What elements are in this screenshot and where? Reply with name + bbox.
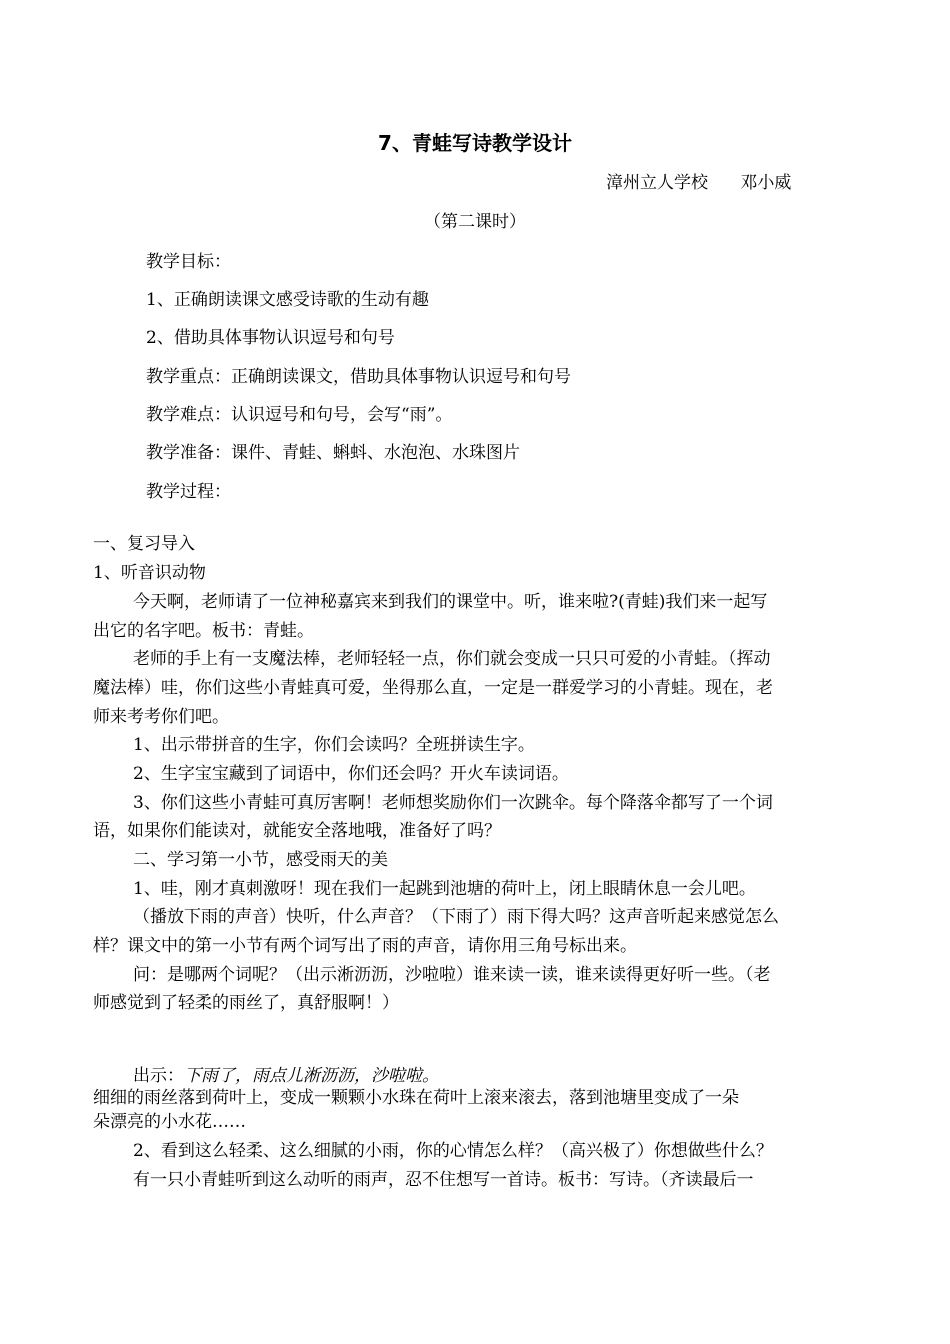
paragraph-line: 朵漂亮的小水花…… xyxy=(93,1112,246,1132)
paragraph-line: （播放下雨的声音）快听，什么声音？（下雨了）雨下得大吗？这声音听起来感觉怎么 xyxy=(133,907,779,927)
list-item: 1、哇，刚才真刺激呀！现在我们一起跳到池塘的荷叶上，闭上眼睛休息一会儿吧。 xyxy=(133,879,756,899)
section-1-heading: 一、复习导入 xyxy=(93,534,195,554)
paragraph-line: 魔法棒）哇，你们这些小青蛙真可爱，坐得那么直，一定是一群爱学习的小青蛙。现在，老 xyxy=(93,678,773,698)
paragraph-line: 今天啊，老师请了一位神秘嘉宾来到我们的课堂中。听，谁来啦?(青蛙)我们来一起写 xyxy=(133,592,768,612)
paragraph-line: 细细的雨丝落到荷叶上，变成一颗颗小水珠在荷叶上滚来滚去，落到池塘里变成了一朵 xyxy=(93,1088,739,1108)
session-label: （第二课时） xyxy=(424,212,526,232)
paragraph-line: 问：是哪两个词呢？（出示淅沥沥，沙啦啦）谁来读一读，谁来读得更好听一些。（老 xyxy=(133,965,771,985)
list-item: 1、出示带拼音的生字，你们会读吗？全班拼读生字。 xyxy=(133,735,535,755)
list-item: 2、看到这么轻柔、这么细腻的小雨，你的心情怎么样？（高兴极了）你想做些什么？ xyxy=(133,1141,773,1161)
author-line: 漳州立人学校 邓小威 xyxy=(606,173,792,193)
list-item: 2、生字宝宝藏到了词语中，你们还会吗？开火车读词语。 xyxy=(133,764,569,784)
goal-2: 2、借助具体事物认识逗号和句号 xyxy=(146,328,395,348)
key-point: 教学重点：正确朗读课文，借助具体事物认识逗号和句号 xyxy=(146,367,571,387)
paragraph-line: 师感觉到了轻柔的雨丝了，真舒服啊！） xyxy=(93,993,399,1013)
difficulty: 教学难点：认识逗号和句号，会写“雨”。 xyxy=(146,405,453,425)
show-text: 下雨了，雨点儿淅沥沥，沙啦啦。 xyxy=(184,1066,439,1086)
paragraph-line: 师来考考你们吧。 xyxy=(93,707,229,727)
paragraph-line: 老师的手上有一支魔法棒，老师轻轻一点，你们就会变成一只只可爱的小青蛙。（挥动 xyxy=(133,649,771,669)
goal-1: 1、正确朗读课文感受诗歌的生动有趣 xyxy=(146,290,429,310)
document-title: 7、青蛙写诗教学设计 xyxy=(378,131,572,155)
paragraph-line: 出它的名字吧。板书：青蛙。 xyxy=(93,621,314,641)
subsection-1-heading: 1、听音识动物 xyxy=(93,563,206,583)
list-item-continuation: 语，如果你们能读对，就能安全落地哦，准备好了吗？ xyxy=(93,821,501,841)
paragraph-line: 样？课文中的第一小节有两个词写出了雨的声音，请你用三角号标出来。 xyxy=(93,936,637,956)
paragraph-line: 有一只小青蛙听到这么动听的雨声，忍不住想写一首诗。板书：写诗。（齐读最后一 xyxy=(133,1170,754,1190)
preparation: 教学准备：课件、青蛙、蝌蚪、水泡泡、水珠图片 xyxy=(146,443,520,463)
goals-heading: 教学目标： xyxy=(146,252,231,272)
show-prefix: 出示： xyxy=(133,1066,184,1086)
section-2-heading: 二、学习第一小节，感受雨天的美 xyxy=(133,850,388,870)
list-item: 3、你们这些小青蛙可真厉害啊！老师想奖励你们一次跳伞。每个降落伞都写了一个词 xyxy=(133,793,773,813)
process-heading: 教学过程： xyxy=(146,482,231,502)
show-line xyxy=(133,1065,439,1087)
